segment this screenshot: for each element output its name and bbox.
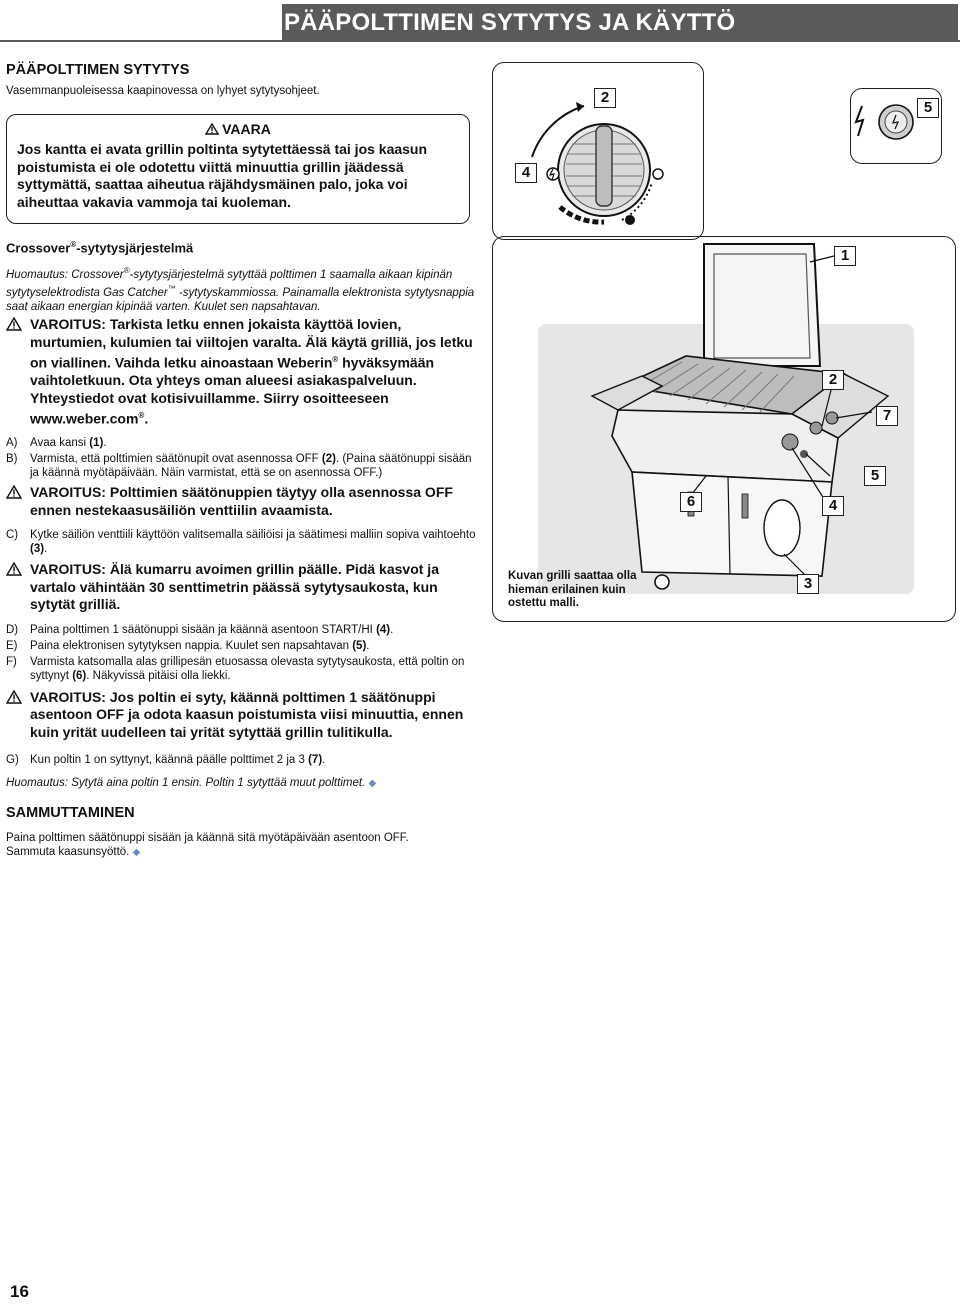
step-f: F) Varmista katsomalla alas grillipesän etuosassa olevasta sytytysaukosta, että poltin on syttynyt (6). Näkyvissä pitäisi olla liekki. <box>6 655 465 682</box>
shutdown-text: Paina polttimen säätönuppi sisään ja käännä sitä myötäpäivään asentoon OFF. Sammuta kaasunsyöttö. ◆ <box>6 832 409 859</box>
diamond-icon: ◆ <box>132 847 141 859</box>
callout-knob-4: 4 <box>515 163 537 183</box>
callout-grill-3: 3 <box>797 574 819 594</box>
section-crossover <box>6 240 476 314</box>
warning-hose: VAROITUS: Tarkista letku ennen jokaista käyttöä lovien, murtumien, kulumien tai viiltojen varalta. Älä käytä grilliä, jos letku on viallinen. Vaihda letku ainoastaan Weberin® hyväksymään vaihtoletkuun. Ota yhteys oman alueesi asiakaspalveluun. Yhteystiedot ovat kotisivuillamme. Siirry osoitteeseen www.weber.com®. <box>6 316 476 428</box>
step-g: G) Kun poltin 1 on syttynyt, käännä päälle polttimet 2 ja 3 (7). <box>6 754 326 767</box>
crossover-heading: Crossover®-sytytysjärjestelmä <box>6 240 194 256</box>
section-heading: PÄÄPOLTTIMEN SYTYTYS <box>6 62 190 78</box>
step-e: E) Paina elektronisen sytytyksen nappia. Kuulet sen napsahtavan (5). <box>6 639 370 652</box>
page-title: PÄÄPOLTTIMEN SYTYTYS JA KÄYTTÖ <box>284 9 736 36</box>
instructions <box>6 316 476 860</box>
warning-triangle-icon <box>6 690 22 704</box>
callout-grill-6: 6 <box>680 492 702 512</box>
danger-box <box>6 114 470 224</box>
step-a: A) Avaa kansi (1). <box>6 437 107 450</box>
header-rule <box>0 40 960 42</box>
warning-knobs-off: VAROITUS: Polttimien säätönuppien täytyy olla asennossa OFF ennen nestekaasusäiliön venttiilin avaamista. <box>6 484 476 519</box>
warning-triangle-icon <box>6 562 22 576</box>
step-d: D) Paina polttimen 1 säätönuppi sisään ja käännä asentoon START/HI (4). <box>6 623 394 636</box>
figure-caption: Kuvan grilli saattaa olla hieman erilainen kuin ostettu malli. <box>508 570 637 609</box>
warning-triangle-icon <box>205 123 219 135</box>
danger-title: VAARA <box>17 121 459 137</box>
step-c: C) Kytke säiliön venttiili käyttöön valitsemalla säiliöisi ja säätimesi malliin sopiva vaihtoehto (3). <box>6 529 476 556</box>
warning-lean: VAROITUS: Älä kumarru avoimen grillin päälle. Pidä kasvot ja vartalo vähintään 30 senttimetrin päässä sytytysaukosta, kun sytytät grilliä. <box>6 561 476 614</box>
page-header <box>0 0 960 40</box>
final-note: Huomautus: Sytytä aina poltin 1 ensin. Poltin 1 sytyttää muut polttimet. ◆ <box>6 777 377 790</box>
warning-triangle-icon <box>6 485 22 499</box>
section-ignition <box>6 62 476 98</box>
warning-triangle-icon <box>6 317 22 331</box>
callout-grill-5: 5 <box>864 466 886 486</box>
callout-grill-4: 4 <box>822 496 844 516</box>
callout-grill-1: 1 <box>834 246 856 266</box>
shutdown-heading: SAMMUTTAMINEN <box>6 805 135 822</box>
diamond-icon: ◆ <box>368 778 377 790</box>
grill-illustration <box>492 236 956 622</box>
intro-text: Vasemmanpuoleisessa kaapinovessa on lyhyet sytytysohjeet. <box>6 85 320 97</box>
warning-no-ignite: VAROITUS: Jos poltin ei syty, käännä polttimen 1 säätönuppi asentoon OFF ja odota kaasun poistumista viisi minuuttia, ennen kuin yrität uudelleen tai yrität sytyttää grillin tulitikulla. <box>6 689 476 742</box>
crossover-note: Huomautus: Crossover®-sytytysjärjestelmä sytyttää polttimen 1 saamalla aikaan kipinän sytytyselektrodista Gas Catcher™ -sytytyskammiossa. Painamalla elektronista sytytysnappia saat aikaan energian kipinää varten. Kuulet sen napsahtavan. <box>6 266 475 313</box>
callout-grill-2: 2 <box>822 370 844 390</box>
callout-grill-7: 7 <box>876 406 898 426</box>
callout-knob-2: 2 <box>594 88 616 108</box>
danger-text: Jos kantta ei avata grillin poltinta sytytettäessä tai jos kaasun poistumista ei ole odotettu viittä minuuttia grillin jäädessä syttymättä, saattaa aiheutua räjähdysmäinen palo, joka voi aiheuttaa vakavia vammoja tai kuoleman. <box>17 141 428 210</box>
page-number: 16 <box>10 1282 29 1301</box>
callout-igniter-5: 5 <box>917 98 939 118</box>
step-b: B) Varmista, että polttimien säätönupit ovat asennossa OFF (2). (Paina säätönuppi sisään ja käännä myötäpäivään. Näin varmistat, että se on asennossa OFF.) <box>6 453 472 480</box>
